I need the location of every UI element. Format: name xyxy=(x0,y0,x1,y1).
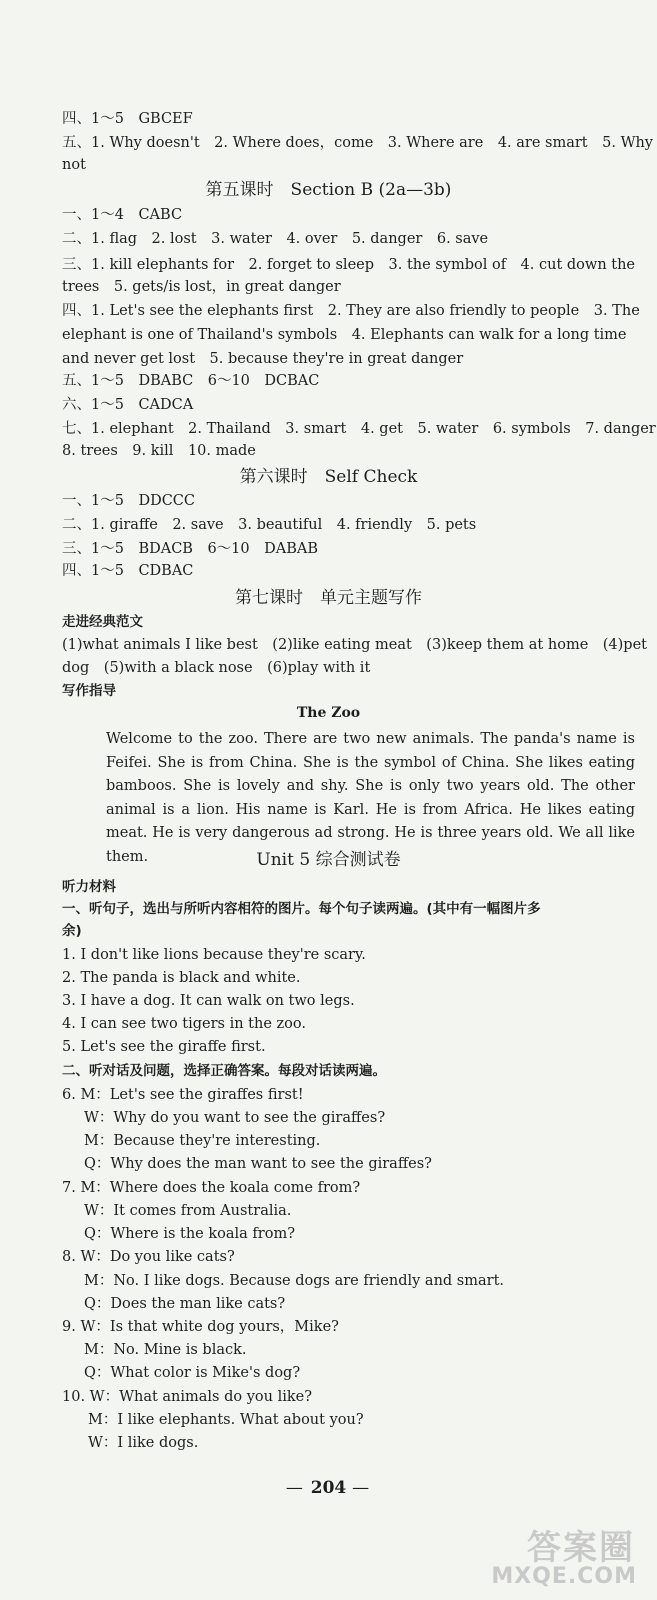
essay-paragraph: Welcome to the zoo. There are two new animals. The panda's name is Feifei. She is from China. She is the symbol of China. She likes eating bamboos. She is lovely and shy. She is only two years old. The other animal is a lion. His name is Karl. He is from Africa. He likes eating meat. He is very dangerous ad strong. He is three years old. We all like them. xyxy=(106,731,635,865)
page-number xyxy=(0,1478,657,1498)
page-number-dash: — xyxy=(285,1478,305,1498)
listening-item: 4. I can see two tigers in the zoo. xyxy=(62,1016,306,1032)
dialogue-line: 9. W：Is that white dog yours，Mike? xyxy=(62,1319,339,1335)
answer-line: not xyxy=(62,157,86,173)
instruction: 一、听句子，选出与所听内容相符的图片。每个句子读两遍。(其中有一幅图片多 xyxy=(62,901,541,917)
dialogue-line: 8. W：Do you like cats? xyxy=(62,1249,235,1265)
dialogue-line: M：Because they're interesting. xyxy=(84,1133,321,1149)
dialogue-line: Q：Does the man like cats? xyxy=(84,1296,286,1312)
answer-line: 8. trees 9. kill 10. made xyxy=(62,443,256,459)
answer-line: 二、1. flag 2. lost 3. water 4. over 5. danger 6. save xyxy=(62,231,489,247)
dialogue-line: 6. M：Let's see the giraffes first! xyxy=(62,1087,304,1103)
dialogue-line: M：I like elephants. What about you? xyxy=(88,1412,364,1428)
sub-label: 听力材料 xyxy=(62,879,116,895)
answer-line: 七、1. elephant 2. Thailand 3. smart 4. get 5. water 6. symbols 7. danger xyxy=(62,421,656,437)
answer-line: 四、1. Let's see the elephants first 2. They are also friendly to people 3. The xyxy=(62,303,640,319)
answer-line: 四、1～5 CDBAC xyxy=(62,563,194,579)
dialogue-line: W：It comes from Australia. xyxy=(84,1203,292,1219)
listening-item: 3. I have a dog. It can walk on two legs. xyxy=(62,993,355,1009)
essay-title: The Zoo xyxy=(296,705,361,721)
dialogue-line: M：No. I like dogs. Because dogs are friendly and smart. xyxy=(84,1273,505,1289)
answer-line: 一、1～5 DDCCC xyxy=(62,493,195,509)
dialogue-line: W：Why do you want to see the giraffes? xyxy=(84,1110,386,1126)
sub-label: 走进经典范文 xyxy=(62,614,143,630)
answer-line: 五、1. Why doesn't 2. Where does，come 3. Where are 4. are smart 5. Why xyxy=(62,135,654,151)
section-heading: 第六课时 Self Check xyxy=(239,467,418,487)
listening-item: 2. The panda is black and white. xyxy=(62,970,301,986)
answer-line: trees 5. gets/is lost，in great danger xyxy=(62,279,341,295)
dialogue-line: M：No. Mine is black. xyxy=(84,1342,247,1358)
listening-item: 5. Let's see the giraffe first. xyxy=(62,1039,266,1055)
dialogue-line: Q：What color is Mike's dog? xyxy=(84,1365,301,1381)
section-heading: 第七课时 单元主题写作 xyxy=(235,588,422,608)
answer-line: and never get lost 5. because they're in great danger xyxy=(62,351,464,367)
listening-item: 1. I don't like lions because they're scary. xyxy=(62,947,366,963)
answer-line: 六、1～5 CADCA xyxy=(62,397,194,413)
watermark-url: MXQE.COM xyxy=(491,1564,637,1589)
answer-line: (1)what animals I like best (2)like eating meat (3)keep them at home (4)pet xyxy=(62,637,647,653)
unit-test-heading: Unit 5 综合测试卷 xyxy=(256,850,401,870)
page-number-dash: — xyxy=(352,1478,372,1498)
dialogue-line: 7. M：Where does the koala come from? xyxy=(62,1180,361,1196)
dialogue-line: Q：Where is the koala from? xyxy=(84,1226,295,1242)
sub-label: 写作指导 xyxy=(62,683,116,699)
section-heading: 第五课时 Section B (2a—3b) xyxy=(205,180,452,200)
instruction: 二、听对话及问题，选择正确答案。每段对话读两遍。 xyxy=(62,1063,386,1079)
dialogue-line: 10. W：What animals do you like? xyxy=(62,1389,313,1405)
answer-line: 五、1～5 DBABC 6～10 DCBAC xyxy=(62,373,320,389)
answer-line: 二、1. giraffe 2. save 3. beautiful 4. friendly 5. pets xyxy=(62,517,477,533)
dialogue-line: Q：Why does the man want to see the giraffes? xyxy=(84,1156,432,1172)
answer-line: dog (5)with a black nose (6)play with it xyxy=(62,660,371,676)
answer-line: 三、1～5 BDACB 6～10 DABAB xyxy=(62,541,319,557)
instruction: 余) xyxy=(62,923,82,939)
answer-line: elephant is one of Thailand's symbols 4. Elephants can walk for a long time xyxy=(62,327,627,343)
answer-line: 三、1. kill elephants for 2. forget to sleep 3. the symbol of 4. cut down the xyxy=(62,257,636,273)
page-number-value: 204 xyxy=(310,1478,347,1498)
watermark-logo xyxy=(463,1520,643,1592)
watermark-text: 答案圈 xyxy=(527,1528,635,1568)
answer-line: 一、1～4 CABC xyxy=(62,207,183,223)
answer-line: 四、1～5 GBCEF xyxy=(62,111,193,127)
dialogue-line: W：I like dogs. xyxy=(88,1435,199,1451)
